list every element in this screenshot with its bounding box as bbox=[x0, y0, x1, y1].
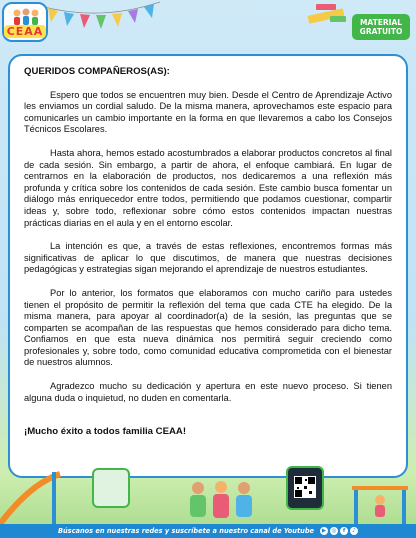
teachers-illustration bbox=[176, 478, 266, 524]
slide-illustration bbox=[0, 464, 70, 524]
letter-paragraph: Espero que todos se encuentren muy bien. Desde el Centro de Aprendizaje Activo les enviamos un cordial saludo. De la misma manera, aprovechamos este espacio para comunicarles un cambio importante en la forma en que llevaremos a cabo los Consejos Técnicos Escolares. bbox=[24, 89, 392, 135]
badge-line-2: GRATUITO bbox=[359, 27, 403, 36]
free-material-badge bbox=[352, 14, 410, 40]
youtube-qr-panel[interactable] bbox=[286, 466, 324, 510]
letter-closing: ¡Mucho éxito a todos familia CEAA! bbox=[24, 426, 187, 438]
letter-paragraph: Agradezco mucho su dedicación y apertura en este nuevo proceso. Si tienen alguna duda o inquietud, no duden en comentarla. bbox=[24, 381, 392, 403]
tiktok-icon[interactable]: ♪ bbox=[350, 527, 358, 535]
ceaa-logo bbox=[2, 2, 48, 42]
letter-paragraph: Hasta ahora, hemos estado acostumbrados a elaborar productos concretos al final de cada sesión. Sin embargo, a partir de ahora, el enfoque cambiará. En lugar de centrarnos en la elaboración de productos, nos dedicaremos a una reflexión más profunda y crítica sobre los contenidos de cada sesión. Este cambio busca fomentar un diálogo más enriquecedor entre todos, permitiendo que podamos cuestionar, compartir ideas y, sobre todo, reflexionar sobre cómo estos contenidos impactan nuestras prácticas diarias en el aula y en el entorno escolar. bbox=[24, 147, 392, 228]
kids-playing-illustration bbox=[346, 468, 416, 524]
kids-icon bbox=[10, 7, 42, 27]
letter-card bbox=[8, 54, 408, 478]
footer-text: Búscanos en nuestras redes y suscríbete a nuestro canal de Youtube bbox=[57, 527, 315, 535]
qr-code-icon bbox=[294, 476, 316, 498]
instagram-icon[interactable]: ◎ bbox=[331, 528, 337, 534]
letter-paragraph: Por lo anterior, los formatos que elaboramos con mucho cariño para ustedes tienen el propósito de permitir la reflexión del tema que cada CTE ha elegido. De la misma manera, para apoyar al coordinador(a) de la sesión, las preguntas que se comparten se acompañan de las respuestas que hemos considerado para dicho tema. Confiamos en que esta nueva dinámica nos permitirá seguir creciendo como profesionales y, sobre todo, como comunidad educativa comprometida con el bienestar de nuestros alumnos. bbox=[24, 287, 392, 368]
youtube-icon[interactable]: ▶ bbox=[321, 528, 327, 534]
footer-bar bbox=[0, 524, 416, 538]
letter-paragraph: La intención es que, a través de estas reflexiones, encontremos formas más significativas de aplicar lo que discutimos, de manera que nuestras decisiones pedagógicas y estrategias sigan mejorando el aprendizaje de nuestros estudiantes. bbox=[24, 241, 392, 275]
logo-text: CEAA bbox=[4, 25, 47, 38]
bunting-decoration bbox=[40, 0, 160, 40]
badge-line-1: MATERIAL bbox=[359, 18, 403, 27]
school-supplies-icon bbox=[306, 2, 350, 26]
promo-panel-left[interactable] bbox=[92, 468, 130, 508]
playground-scene bbox=[0, 462, 416, 524]
social-links bbox=[320, 527, 358, 535]
facebook-icon[interactable]: f bbox=[340, 527, 348, 535]
letter-greeting: QUERIDOS COMPAÑEROS(AS): bbox=[24, 66, 170, 77]
